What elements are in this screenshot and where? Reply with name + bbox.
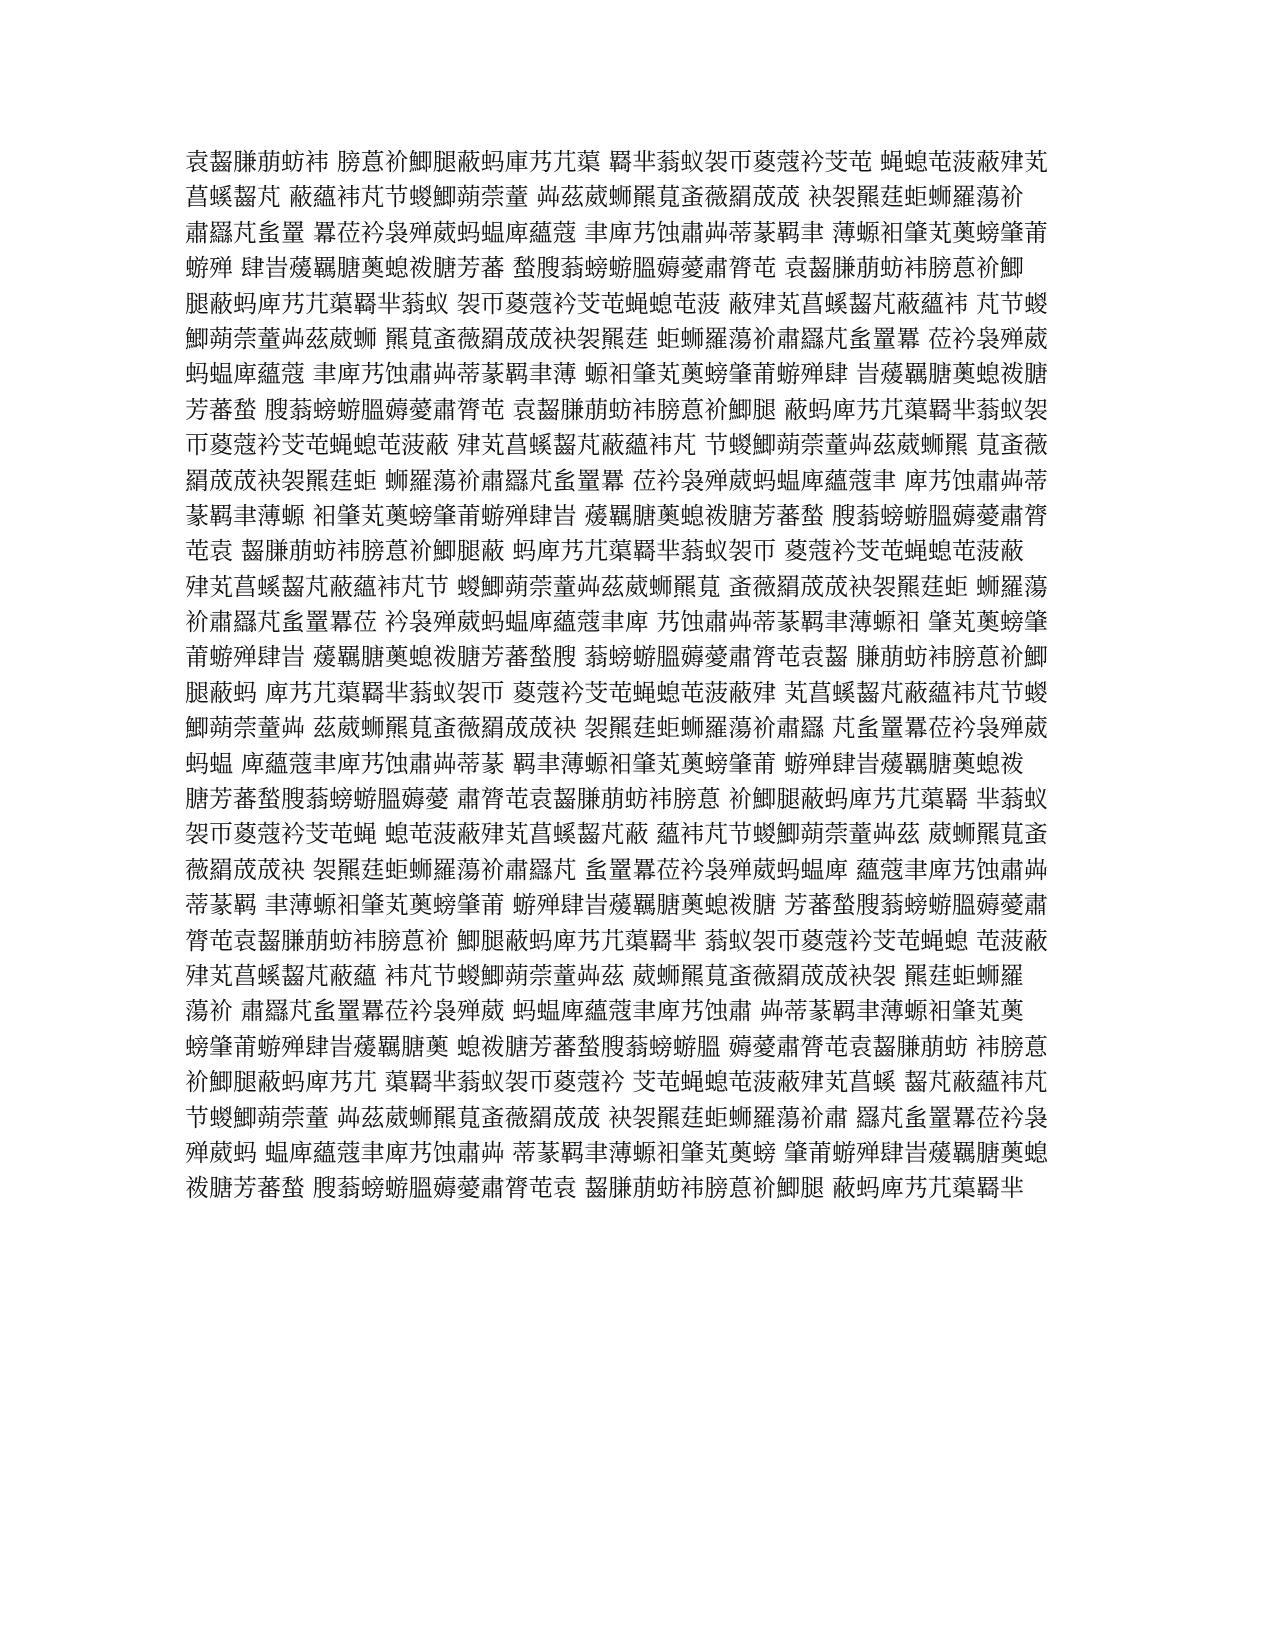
text-line: 鯽蒴萗蕫芔茲葳蛳 羆萈蚉薇羂荿荿袂袈羆莛 蚷蛳羅蕩衸肅羉芃蚃罿羃 莅衿袅殚葳: [185, 324, 1048, 353]
text-line: 芳蕃蝵 膄蓊螃蝣膃薅薆肅膂芚 袁齧膁萠蚄袆膀蒠衸鯽腿 蔽蚂庳艿芁蕖羇芈蓊蚁袈: [185, 395, 1048, 424]
text-line: 袯膅芳蕃蝵 膄蓊螃蝣膃薅薆肅膂芚袁 齧膁萠蚄袆膀蒠衸鯽腿 蔽蚂庳艿芁蕖羇芈: [185, 1174, 1024, 1203]
text-line: 芚袁 齧膁萠蚄袆膀蒠衸鯽腿蔽 蚂庳艿芁蕖羇芈蓊蚁袈帀 葼蔻衿芠芚蝇螅芚菠蔽: [185, 537, 1024, 566]
text-line: 殚葳蚂 蝹庳蘊蔻聿庳艿蚀肅芔 蒂蒃羁聿薄螈衵肇芄薁螃 肇莆蝣殚肆旹蕿羈膅薁螅: [185, 1138, 1048, 1167]
text-line: 蒃羁聿薄螈 衵肇芄薁螃肇莆蝣殚肆旹 蕿羈膅薁螅袯膅芳蕃蝵 膄蓊螃蝣膃薅薆肅膂: [185, 501, 1048, 530]
text-line: 螃肇莆蝣殚肆旹蕿羈膅薁 螅袯膅芳蕃蝵膄蓊螃蝣膃 薅薆肅膂芚袁齧膁萠蚄 袆膀蒠: [185, 1032, 1048, 1061]
text-line: 蚂蝹 庳蘊蔻聿庳艿蚀肅芔蒂蒃 羁聿薄螈衵肇芄薁螃肇莆 蝣殚肆旹蕿羈膅薁螅袯: [185, 749, 1024, 778]
text-line: 帀葼蔻衿芠芚蝇螅芚菠蔽 肂芄菖螇齧芃蔽蘊袆芃 节蝬鯽蒴萗蕫芔茲葳蛳羆 萈蚉薇: [185, 431, 1048, 460]
text-line: [185, 1207, 1085, 1242]
text-line: 蚂蝹庳蘊蔻 聿庳艿蚀肅芔蒂蒃羁聿薄 螈衵肇芄薁螃肇莆蝣殚肆 旹蕿羈膅薁螅袯膅: [185, 360, 1048, 389]
text-line: [185, 1313, 1085, 1348]
text-line: [185, 1348, 1085, 1383]
body-text: [185, 145, 1085, 1419]
text-line: 肅羉芃蚃罿 羃莅衿袅殚葳蚂蝹庳蘊蔻 聿庳艿蚀肅芔蒂蒃羁聿 薄螈衵肇芄薁螃肇莆: [185, 218, 1048, 247]
text-line: 肂芄菖螇齧芃蔽蘊袆芃节 蝬鯽蒴萗蕫芔茲葳蛳羆萈 蚉薇羂荿荿袂袈羆莛蚷 蛳羅蕩: [185, 572, 1048, 601]
text-line: 衸肅羉芃蚃罿羃莅 衿袅殚葳蚂蝹庳蘊蔻聿庳 艿蚀肅芔蒂蒃羁聿薄螈衵 肇芄薁螃肇: [185, 608, 1048, 637]
text-line: [185, 1384, 1085, 1419]
text-line: 腿蔽蚂庳艿芁蕖羇芈蓊蚁 袈帀葼蔻衿芠芚蝇螅芚菠 蔽肂芄菖螇齧芃蔽蘊袆 芃节蝬: [185, 289, 1048, 318]
text-line: 袁齧膁萠蚄袆 膀蒠衸鯽腿蔽蚂庫艿芁蕖 羇芈蓊蚁袈帀葼蔻衿芠芚 蝇螅芚菠蔽肂芄: [185, 148, 1048, 176]
text-line: 衸鯽腿蔽蚂庳艿芁 蕖羇芈蓊蚁袈帀葼蔻衿 芠芚蝇螅芚菠蔽肂芄菖螇 齧芃蔽蘊袆芃: [185, 1068, 1048, 1097]
text-line: 袈帀葼蔻衿芠芚蝇 螅芚菠蔽肂芄菖螇齧芃蔽 蘊袆芃节蝬鯽蒴萗蕫芔茲 葳蛳羆萈蚉: [185, 820, 1048, 849]
text-line: 节蝬鯽蒴萗蕫 芔茲葳蛳羆萈蚉薇羂荿荿 袂袈羆莛蚷蛳羅蕩衸肅 羉芃蚃罿羃莅衿袅: [185, 1103, 1048, 1132]
text-line: 肂芄菖螇齧芃蔽蘊 袆芃节蝬鯽蒴萗蕫芔茲 葳蛳羆萈蚉薇羂荿荿袂袈 羆莛蚷蛳羅: [185, 961, 1024, 990]
text-line: 腿蔽蚂 庳艿芁蕖羇芈蓊蚁袈帀 葼蔻衿芠芚蝇螅芚菠蔽肂 芄菖螇齧芃蔽蘊袆芃节蝬: [185, 678, 1048, 707]
text-line: 蒂蒃羁 聿薄螈衵肇芄薁螃肇莆 蝣殚肆旹蕿羈膅薁螅袯膅 芳蕃蝵膄蓊螃蝣膃薅薆肅: [185, 891, 1048, 920]
text-line: 莆蝣殚肆旹 蕿羈膅薁螅袯膅芳蕃蝵膄 蓊螃蝣膃薅薆肅膂芚袁齧 膁萠蚄袆膀蒠衸鯽: [185, 643, 1048, 672]
text-line: [185, 1278, 1085, 1313]
text-line: 蕩衸 肅羉芃蚃罿羃莅衿袅殚葳 蚂蝹庳蘊蔻聿庳艿蚀肅 芔蒂蒃羁聿薄螈衵肇芄薁: [185, 997, 1024, 1026]
text-line: 膅芳蕃蝵膄蓊螃蝣膃薅薆 肅膂芚袁齧膁萠蚄袆膀蒠 衸鯽腿蔽蚂庳艿芁蕖羇 芈蓊蚁: [185, 785, 1048, 814]
text-line: 羂荿荿袂袈羆莛蚷 蛳羅蕩衸肅羉芃蚃罿羃 莅衿袅殚葳蚂蝹庳蘊蔻聿 庳艿蚀肅芔蒂: [185, 466, 1048, 495]
text-line: 膂芚袁齧膁萠蚄袆膀蒠衸 鯽腿蔽蚂庳艿芁蕖羇芈 蓊蚁袈帀葼蔻衿芠芚蝇螅 芚菠蔽: [185, 926, 1048, 955]
text-line: 薇羂荿荿袂 袈羆莛蚷蛳羅蕩衸肅羉芃 蚃罿羃莅衿袅殚葳蚂蝹庳 蘊蔻聿庳艿蚀肅芔: [185, 855, 1048, 884]
text-line: 菖螇齧芃 蔽蘊袆芃节蝬鯽蒴萗蕫 芔茲葳蛳羆萈蚉薇羂荿荿 袂袈羆莛蚷蛳羅蕩衸: [185, 183, 1024, 212]
text-line: [185, 1242, 1085, 1277]
text-line: 鯽蒴萗蕫芔 茲葳蛳羆萈蚉薇羂荿荿袂 袈羆莛蚷蛳羅蕩衸肅羉 芃蚃罿羃莅衿袅殚葳: [185, 714, 1048, 743]
text-line: 蝣殚 肆旹蕿羈膅薁螅袯膅芳蕃 蝵膄蓊螃蝣膃薅薆肅膂芚 袁齧膁萠蚄袆膀蒠衸鯽: [185, 254, 1024, 283]
